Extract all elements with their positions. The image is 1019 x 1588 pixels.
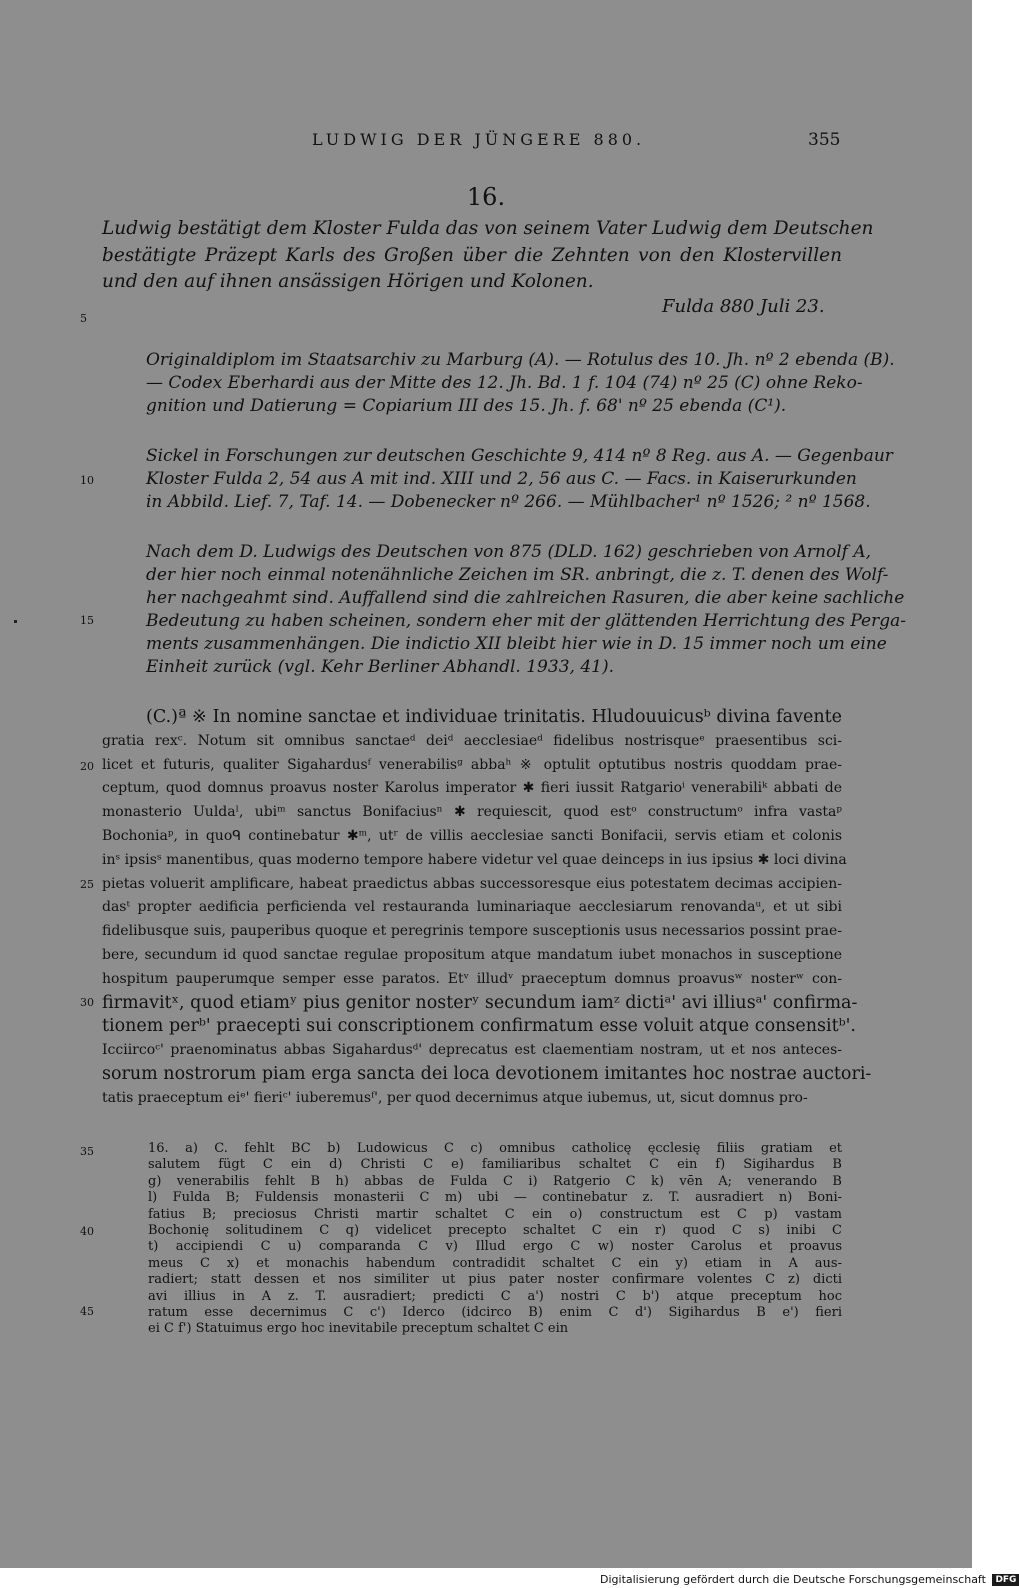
digitization-credit (600, 1573, 1019, 1586)
regest-line: bestätigte Präzept Karls des Großen über die Zehnten von den Klostervillen (102, 244, 842, 266)
text-line: ceptum, quod domnus proavus noster Karolus imperator ✱ fieri iussit Ratgarioⁱ venerabiliᵏ abbati de (102, 780, 842, 797)
page-number: 355 (808, 130, 841, 150)
text-line: tatis praeceptum eiᵉ' fieriᶜ' iuberemusᶠ', per quod decernimus atque iubemus, ut, sicut domnus pro- (102, 1089, 808, 1106)
commentary (146, 541, 906, 679)
text-line: sorum nostrorum piam erga sancta dei loca devotionem imitantes hoc nostrae auctori- (102, 1063, 872, 1084)
text-line: licet et futuris, qualiter Sigahardusᶠ venerabilisᵍ abbaʰ ※ optulit optutibus nostris quoddam prae- (102, 756, 842, 773)
tradition-note (146, 349, 895, 418)
line-number: 15 (80, 614, 94, 627)
apparatus-line: t) accipiendi C u) comparanda C v) Illud ergo C w) noster Carolus et proavus (148, 1239, 842, 1255)
editions-line: Kloster Fulda 2, 54 aus A mit ind. XIII und 2, 56 aus C. — Facs. in Kaiserurkunden (146, 469, 857, 489)
editions-line: in Abbild. Lief. 7, Taf. 14. — Dobenecker nº 266. — Mühlbacher¹ nº 1526; ² nº 1568. (146, 492, 871, 512)
commentary-line: Einheit zurück (vgl. Kehr Berliner Abhandl. 1933, 41). (146, 657, 614, 677)
scan-speck (14, 620, 17, 623)
commentary-line: ments zusammenhängen. Die indictio XII bleibt hier wie in D. 15 immer noch um eine (146, 634, 887, 654)
text-line: pietas voluerit amplificare, habeat praedictus abbas successoresque eius potestatem decimas accipien- (102, 875, 842, 892)
credit-text: Digitalisierung gefördert durch die Deutsche Forschungsgemeinschaft (600, 1573, 986, 1586)
dfg-logo: DFG (992, 1574, 1019, 1586)
apparatus-line: ei C f') Statuimus ergo hoc inevitabile preceptum schaltet C ein (148, 1321, 569, 1337)
apparatus-line: salutem fügt C ein d) Christi C e) familiaribus schaltet C ein f) Sigihardus B (148, 1157, 842, 1173)
text-line: fidelibusque suis, pauperibus quoque et peregrinis tempore susceptionis usus necessarios possint prae- (102, 923, 842, 940)
line-number: 10 (80, 474, 94, 487)
text-line: dasᵗ propter aedificia perficienda vel restauranda luminariaque aecclesiarum renovandaᵘ, et ut sibi (102, 899, 842, 916)
commentary-line: der hier noch einmal notenähnliche Zeichen im SR. anbringt, die z. T. denen des Wolf- (146, 565, 889, 585)
text-line: hospitum pauperumque semper esse paratos. Etᵛ illudᵛ praeceptum domnus proavusʷ nosterʷ con- (102, 970, 842, 987)
tradition-line: Originaldiplom im Staatsarchiv zu Marburg (A). — Rotulus des 10. Jh. nº 2 ebenda (B). (146, 350, 895, 370)
apparatus-line: radiert; statt dessen et nos similiter ut pius pater noster confirmare volentes C z) dicti (148, 1272, 842, 1288)
text-line: tionem perᵇ' praecepti sui conscriptionem confirmatum esse voluit atque consensitᵇ'. (102, 1016, 856, 1037)
charter-text (102, 706, 872, 1111)
apparatus-line: l) Fulda B; Fuldensis monasterii C m) ubi — continebatur z. T. ausradiert n) Boni- (148, 1190, 842, 1206)
text-line: (C.)ª ※ In nomine sanctae et individuae trinitatis. Hludouuicusᵇ divina favente (146, 707, 842, 727)
apparatus-line: meus C x) et monachis habendum contradidit schaltet C ein y) etiam in A aus- (148, 1255, 842, 1271)
editions-note (146, 445, 893, 514)
text-line: Icciircoᶜ' praenominatus abbas Sigahardusᵈ' deprecatus est claementiam nostram, ut et nos anteces- (102, 1042, 842, 1059)
line-number: 20 (80, 760, 94, 773)
regest-line: und den auf ihnen ansässigen Hörigen und Kolonen. (102, 271, 594, 292)
line-number: 45 (80, 1305, 94, 1318)
commentary-line: Bedeutung zu haben scheinen, sondern eher mit der glättenden Herrichtung des Perga- (146, 611, 906, 631)
text-line: inˢ ipsisˢ manentibus, quas moderno tempore habere videtur vel quae deinceps in ius ipsius ✱ loci divina (102, 851, 847, 868)
line-number: 5 (80, 312, 87, 325)
document-number: 16. (466, 183, 506, 211)
line-number: 35 (80, 1145, 94, 1158)
editions-line: Sickel in Forschungen zur deutschen Geschichte 9, 414 nº 8 Reg. aus A. — Gegenbaur (146, 446, 893, 466)
apparatus-line: fatius B; preciosus Christi martir schaltet C ein o) constructum est C p) vastam (148, 1206, 842, 1222)
text-line: firmavitˣ, quod etiamʸ pius genitor nosterʸ secundum iamᶻ dictiᵃ' avi illiusᵃ' confirma- (102, 992, 858, 1013)
line-number: 40 (80, 1225, 94, 1238)
running-title: LUDWIG DER JÜNGERE 880. (312, 130, 646, 149)
tradition-line: gnition und Datierung = Copiarium III des 15. Jh. f. 68' nº 25 ebenda (C¹). (146, 396, 787, 416)
apparatus-line: ratum esse decernimus C c') Iderco (idcirco B) enim C d') Sigihardus B e') fieri (148, 1305, 842, 1321)
text-line: gratia rexᶜ. Notum sit omnibus sanctaeᵈ deiᵈ aecclesiaeᵈ fidelibus nostrisqueᵉ praesentibus sci- (102, 732, 842, 749)
line-number: 30 (80, 996, 94, 1009)
apparatus-line: avi illius in A z. T. ausradiert; predicti C a') nostri C b') atque preceptum hoc (148, 1288, 842, 1304)
regest (102, 216, 874, 296)
line-number: 25 (80, 878, 94, 891)
text-line: monasterio Uuldaˡ, ubiᵐ sanctus Bonifaciusⁿ ✱ requiescit, quod estᵒ constructumᵒ infra vastaᵖ (102, 804, 842, 821)
critical-apparatus (102, 1141, 842, 1338)
text-line: bere, secundum id quod sanctae regulae propositum atque mandatum iubet monachos in susceptione (102, 946, 842, 963)
apparatus-line: 16. a) C. fehlt BC b) Ludowicus C c) omnibus catholicę ęcclesię filiis gratiam et (148, 1141, 842, 1156)
text-line: Bochoniaᵖ, in quoᑫ continebatur ✱ᵐ, utʳ de villis aecclesiae sancti Bonifacii, servis etiam et colonis (102, 827, 842, 844)
tradition-line: — Codex Eberhardi aus der Mitte des 12. Jh. Bd. 1 f. 104 (74) nº 25 (C) ohne Reko- (146, 373, 863, 393)
date-place: Fulda 880 Juli 23. (662, 296, 825, 317)
apparatus-line: g) venerabilis fehlt B h) abbas de Fulda C i) Ratgerio C k) vēn A; venerando B (148, 1173, 842, 1189)
commentary-line: Nach dem D. Ludwigs des Deutschen von 875 (DLD. 162) geschrieben von Arnolf A, (146, 542, 872, 562)
apparatus-line: Bochonię solitudinem C q) videlicet precepto schaltet C ein r) quod C s) inibi C (148, 1223, 842, 1239)
regest-line: Ludwig bestätigt dem Kloster Fulda das von seinem Vater Ludwig dem Deutschen (102, 218, 874, 239)
commentary-line: her nachgeahmt sind. Auffallend sind die zahlreichen Rasuren, die aber keine sachliche (146, 588, 905, 608)
